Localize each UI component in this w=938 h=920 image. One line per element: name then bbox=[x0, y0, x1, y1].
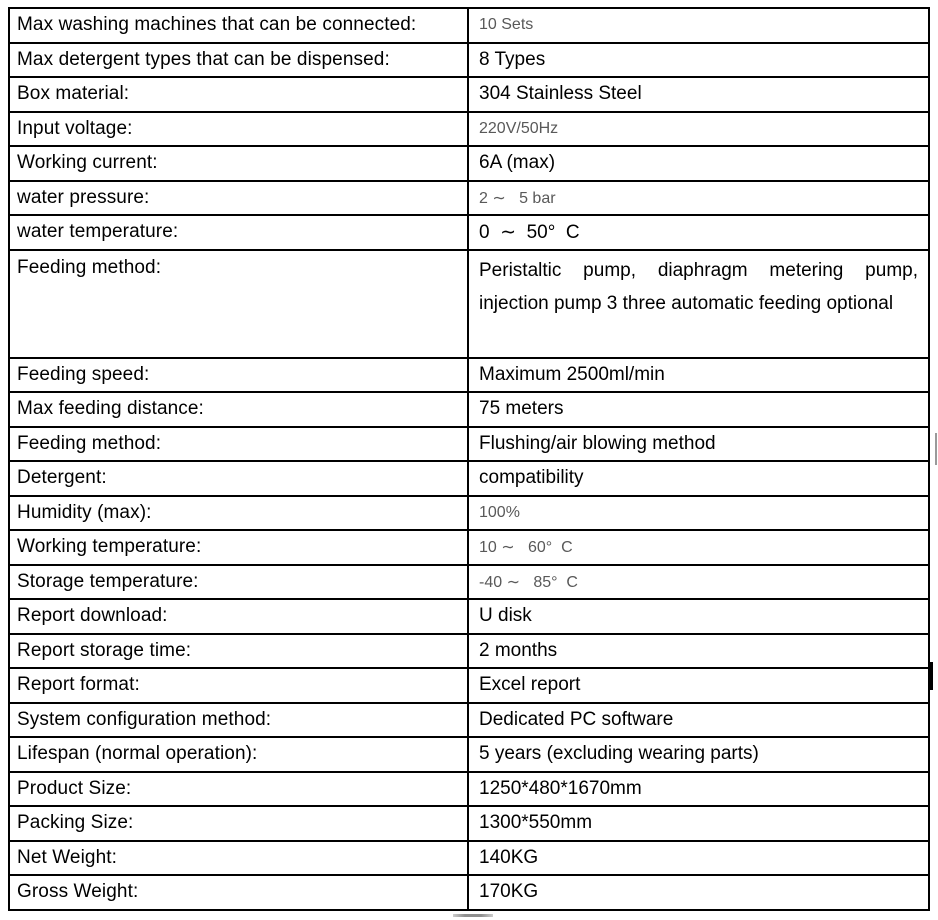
table-row bbox=[9, 806, 929, 841]
spec-value-cell: 8 Types bbox=[468, 43, 929, 78]
spec-value-cell: Excel report bbox=[468, 668, 929, 703]
spec-label-cell: Feeding method: bbox=[9, 250, 468, 358]
spec-label-cell: Lifespan (normal operation): bbox=[9, 737, 468, 772]
spec-value-cell: Maximum 2500ml/min bbox=[468, 358, 929, 393]
spec-label-cell: Box material: bbox=[9, 77, 468, 112]
table-row bbox=[9, 112, 929, 147]
spec-label-cell: Storage temperature: bbox=[9, 565, 468, 600]
spec-value-cell: Dedicated PC software bbox=[468, 703, 929, 738]
spec-label-cell: water temperature: bbox=[9, 215, 468, 250]
spec-label-cell: Max detergent types that can be dispensed: bbox=[9, 43, 468, 78]
spec-label-cell: Net Weight: bbox=[9, 841, 468, 876]
table-row bbox=[9, 668, 929, 703]
spec-label-cell: Humidity (max): bbox=[9, 496, 468, 531]
spec-label-cell: Packing Size: bbox=[9, 806, 468, 841]
spec-label-cell: System configuration method: bbox=[9, 703, 468, 738]
bottom-gray-bar-artifact bbox=[453, 914, 493, 917]
spec-label-cell: Max washing machines that can be connected: bbox=[9, 8, 468, 43]
spec-label-cell: water pressure: bbox=[9, 181, 468, 216]
table-row bbox=[9, 841, 929, 876]
table-row bbox=[9, 496, 929, 531]
spec-value-cell: 0 ∼ 50° C bbox=[468, 215, 929, 250]
spec-value-cell: 1250*480*1670mm bbox=[468, 772, 929, 807]
table-row bbox=[9, 703, 929, 738]
table-row bbox=[9, 737, 929, 772]
spec-value-cell: 170KG bbox=[468, 875, 929, 910]
table-row bbox=[9, 358, 929, 393]
spec-label-cell: Max feeding distance: bbox=[9, 392, 468, 427]
spec-value-cell: 75 meters bbox=[468, 392, 929, 427]
spec-table-body bbox=[9, 8, 929, 910]
spec-value-cell: compatibility bbox=[468, 461, 929, 496]
table-row bbox=[9, 77, 929, 112]
table-row bbox=[9, 146, 929, 181]
spec-label-cell: Working current: bbox=[9, 146, 468, 181]
table-row bbox=[9, 634, 929, 669]
spec-value-cell: 5 years (excluding wearing parts) bbox=[468, 737, 929, 772]
table-row bbox=[9, 772, 929, 807]
spec-label-cell: Report format: bbox=[9, 668, 468, 703]
spec-value-cell: 1300*550mm bbox=[468, 806, 929, 841]
spec-value-cell: 220V/50Hz bbox=[468, 112, 929, 147]
spec-value-cell: 100% bbox=[468, 496, 929, 531]
table-row bbox=[9, 565, 929, 600]
spec-label-cell: Feeding speed: bbox=[9, 358, 468, 393]
spec-value-cell: 304 Stainless Steel bbox=[468, 77, 929, 112]
spec-value-cell: U disk bbox=[468, 599, 929, 634]
spec-value-cell: Flushing/air blowing method bbox=[468, 427, 929, 462]
spec-label-cell: Report storage time: bbox=[9, 634, 468, 669]
spec-label-cell: Report download: bbox=[9, 599, 468, 634]
spec-value-cell: Peristaltic pump, diaphragm metering pump, injection pump 3 three automatic feeding optional bbox=[468, 250, 929, 358]
table-row bbox=[9, 8, 929, 43]
table-row bbox=[9, 250, 929, 358]
spec-value-cell: 6A (max) bbox=[468, 146, 929, 181]
spec-label-cell: Input voltage: bbox=[9, 112, 468, 147]
spec-value-cell: 10 Sets bbox=[468, 8, 929, 43]
spec-value-cell: 10 ∼ 60° C bbox=[468, 530, 929, 565]
spec-label-cell: Product Size: bbox=[9, 772, 468, 807]
spec-label-cell: Feeding method: bbox=[9, 427, 468, 462]
stray-black-tick-artifact bbox=[929, 662, 933, 690]
spec-value-cell: 2 months bbox=[468, 634, 929, 669]
spec-value-cell: -40 ∼ 85° C bbox=[468, 565, 929, 600]
table-row bbox=[9, 427, 929, 462]
table-row bbox=[9, 530, 929, 565]
table-row bbox=[9, 215, 929, 250]
spec-value-cell: 140KG bbox=[468, 841, 929, 876]
table-row bbox=[9, 43, 929, 78]
table-row bbox=[9, 875, 929, 910]
table-row bbox=[9, 599, 929, 634]
table-row bbox=[9, 392, 929, 427]
spec-value-cell: 2 ∼ 5 bar bbox=[468, 181, 929, 216]
table-row bbox=[9, 181, 929, 216]
spec-label-cell: Working temperature: bbox=[9, 530, 468, 565]
table-row bbox=[9, 461, 929, 496]
stray-gray-tick-artifact bbox=[935, 433, 937, 465]
spec-label-cell: Gross Weight: bbox=[9, 875, 468, 910]
spec-table bbox=[8, 7, 930, 911]
spec-label-cell: Detergent: bbox=[9, 461, 468, 496]
